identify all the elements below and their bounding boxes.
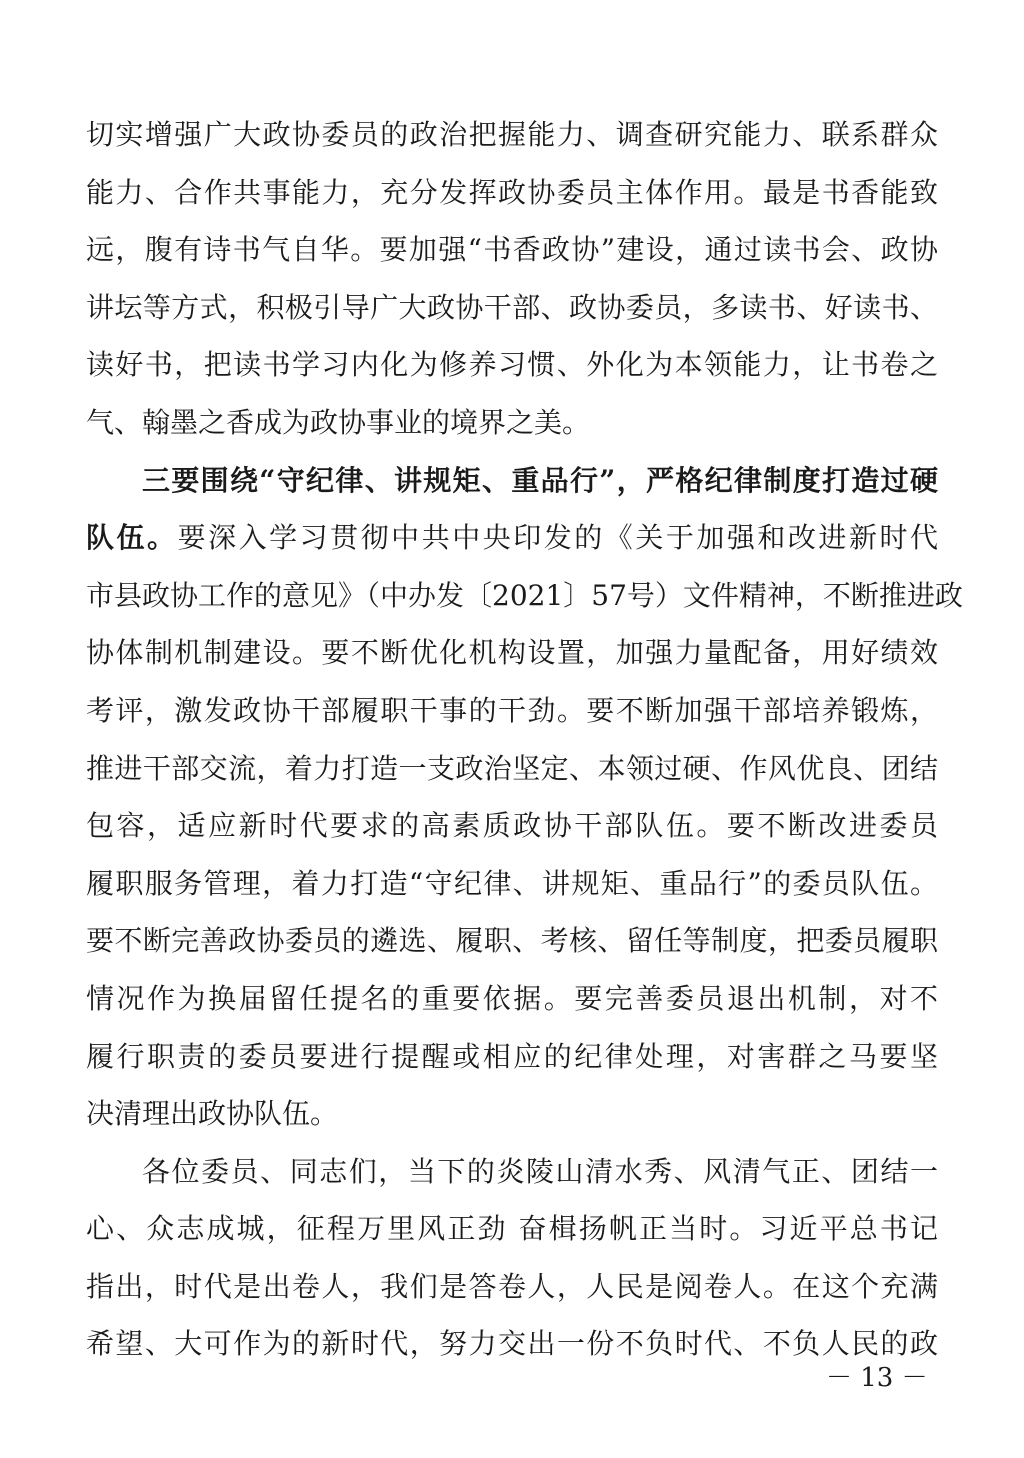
text-line: 考评，激发政协干部履职干事的干劲。要不断加强干部培养锻炼， [86, 693, 938, 727]
text-line: 要不断完善政协委员的遴选、履职、考核、留任等制度，把委员履职 [86, 924, 938, 958]
text-line: 指出，时代是出卷人，我们是答卷人，人民是阅卷人。在这个充满 [86, 1269, 938, 1303]
text-line: 推进干部交流，着力打造一支政治坚定、本领过硬、作风优良、团结 [86, 751, 938, 785]
text-line [86, 509, 938, 567]
text-line: 希望、大可作为的新时代，努力交出一份不负时代、不负人民的政 [86, 1327, 938, 1361]
text-line: 能力、合作共事能力，充分发挥政协委员主体作用。最是书香能致 [86, 175, 938, 209]
body-text [86, 106, 963, 1373]
text-line: 各位委员、同志们，当下的炎陵山清水秀、风清气正、团结一 [142, 1154, 938, 1188]
text-line: 讲坛等方式，积极引导广大政协干部、政协委员，多读书、好读书、 [86, 290, 938, 324]
page-number: － 13 － [826, 1363, 928, 1393]
text-line-rest: 要深入学习贯彻中共中央印发的《关于加强和改进新时代 [177, 521, 938, 555]
text-line: 心、众志成城，征程万里风正劲 奋楫扬帆正当时。习近平总书记 [86, 1212, 938, 1246]
text-line: 切实增强广大政协委员的政治把握能力、调查研究能力、联系群众 [86, 118, 938, 151]
text-line: 包容，适应新时代要求的高素质政协干部队伍。要不断改进委员 [86, 809, 938, 843]
text-line: 远，腹有诗书气自华。要加强“书香政协”建设，通过读书会、政协 [86, 233, 938, 267]
text-line: 履行职责的委员要进行提醒或相应的纪律处理，对害群之马要坚 [86, 1039, 938, 1073]
paragraph-3 [86, 1143, 938, 1373]
text-line: 协体制机制建设。要不断优化机构设置，加强力量配备，用好绩效 [86, 636, 938, 670]
text-line: 气、翰墨之香成为政协事业的境界之美。 [86, 405, 591, 439]
paragraph-1 [86, 106, 938, 452]
section-heading-tail: 队伍。 [86, 521, 178, 555]
paragraph-2 [86, 452, 963, 1143]
text-line: 读好书，把读书学习内化为修养习惯、外化为本领能力，让书卷之 [86, 348, 938, 382]
text-line: 情况作为换届留任提名的重要依据。要完善委员退出机制，对不 [86, 981, 938, 1015]
text-line: 履职服务管理，着力打造“守纪律、讲规矩、重品行”的委员队伍。 [86, 866, 938, 900]
text-line: 市县政协工作的意见》（中办发〔2021〕57号）文件精神，不断推进政 [86, 578, 963, 612]
section-heading: 三要围绕“守纪律、讲规矩、重品行”，严格纪律制度打造过硬 [142, 463, 938, 497]
text-line: 决清理出政协队伍。 [86, 1097, 339, 1131]
